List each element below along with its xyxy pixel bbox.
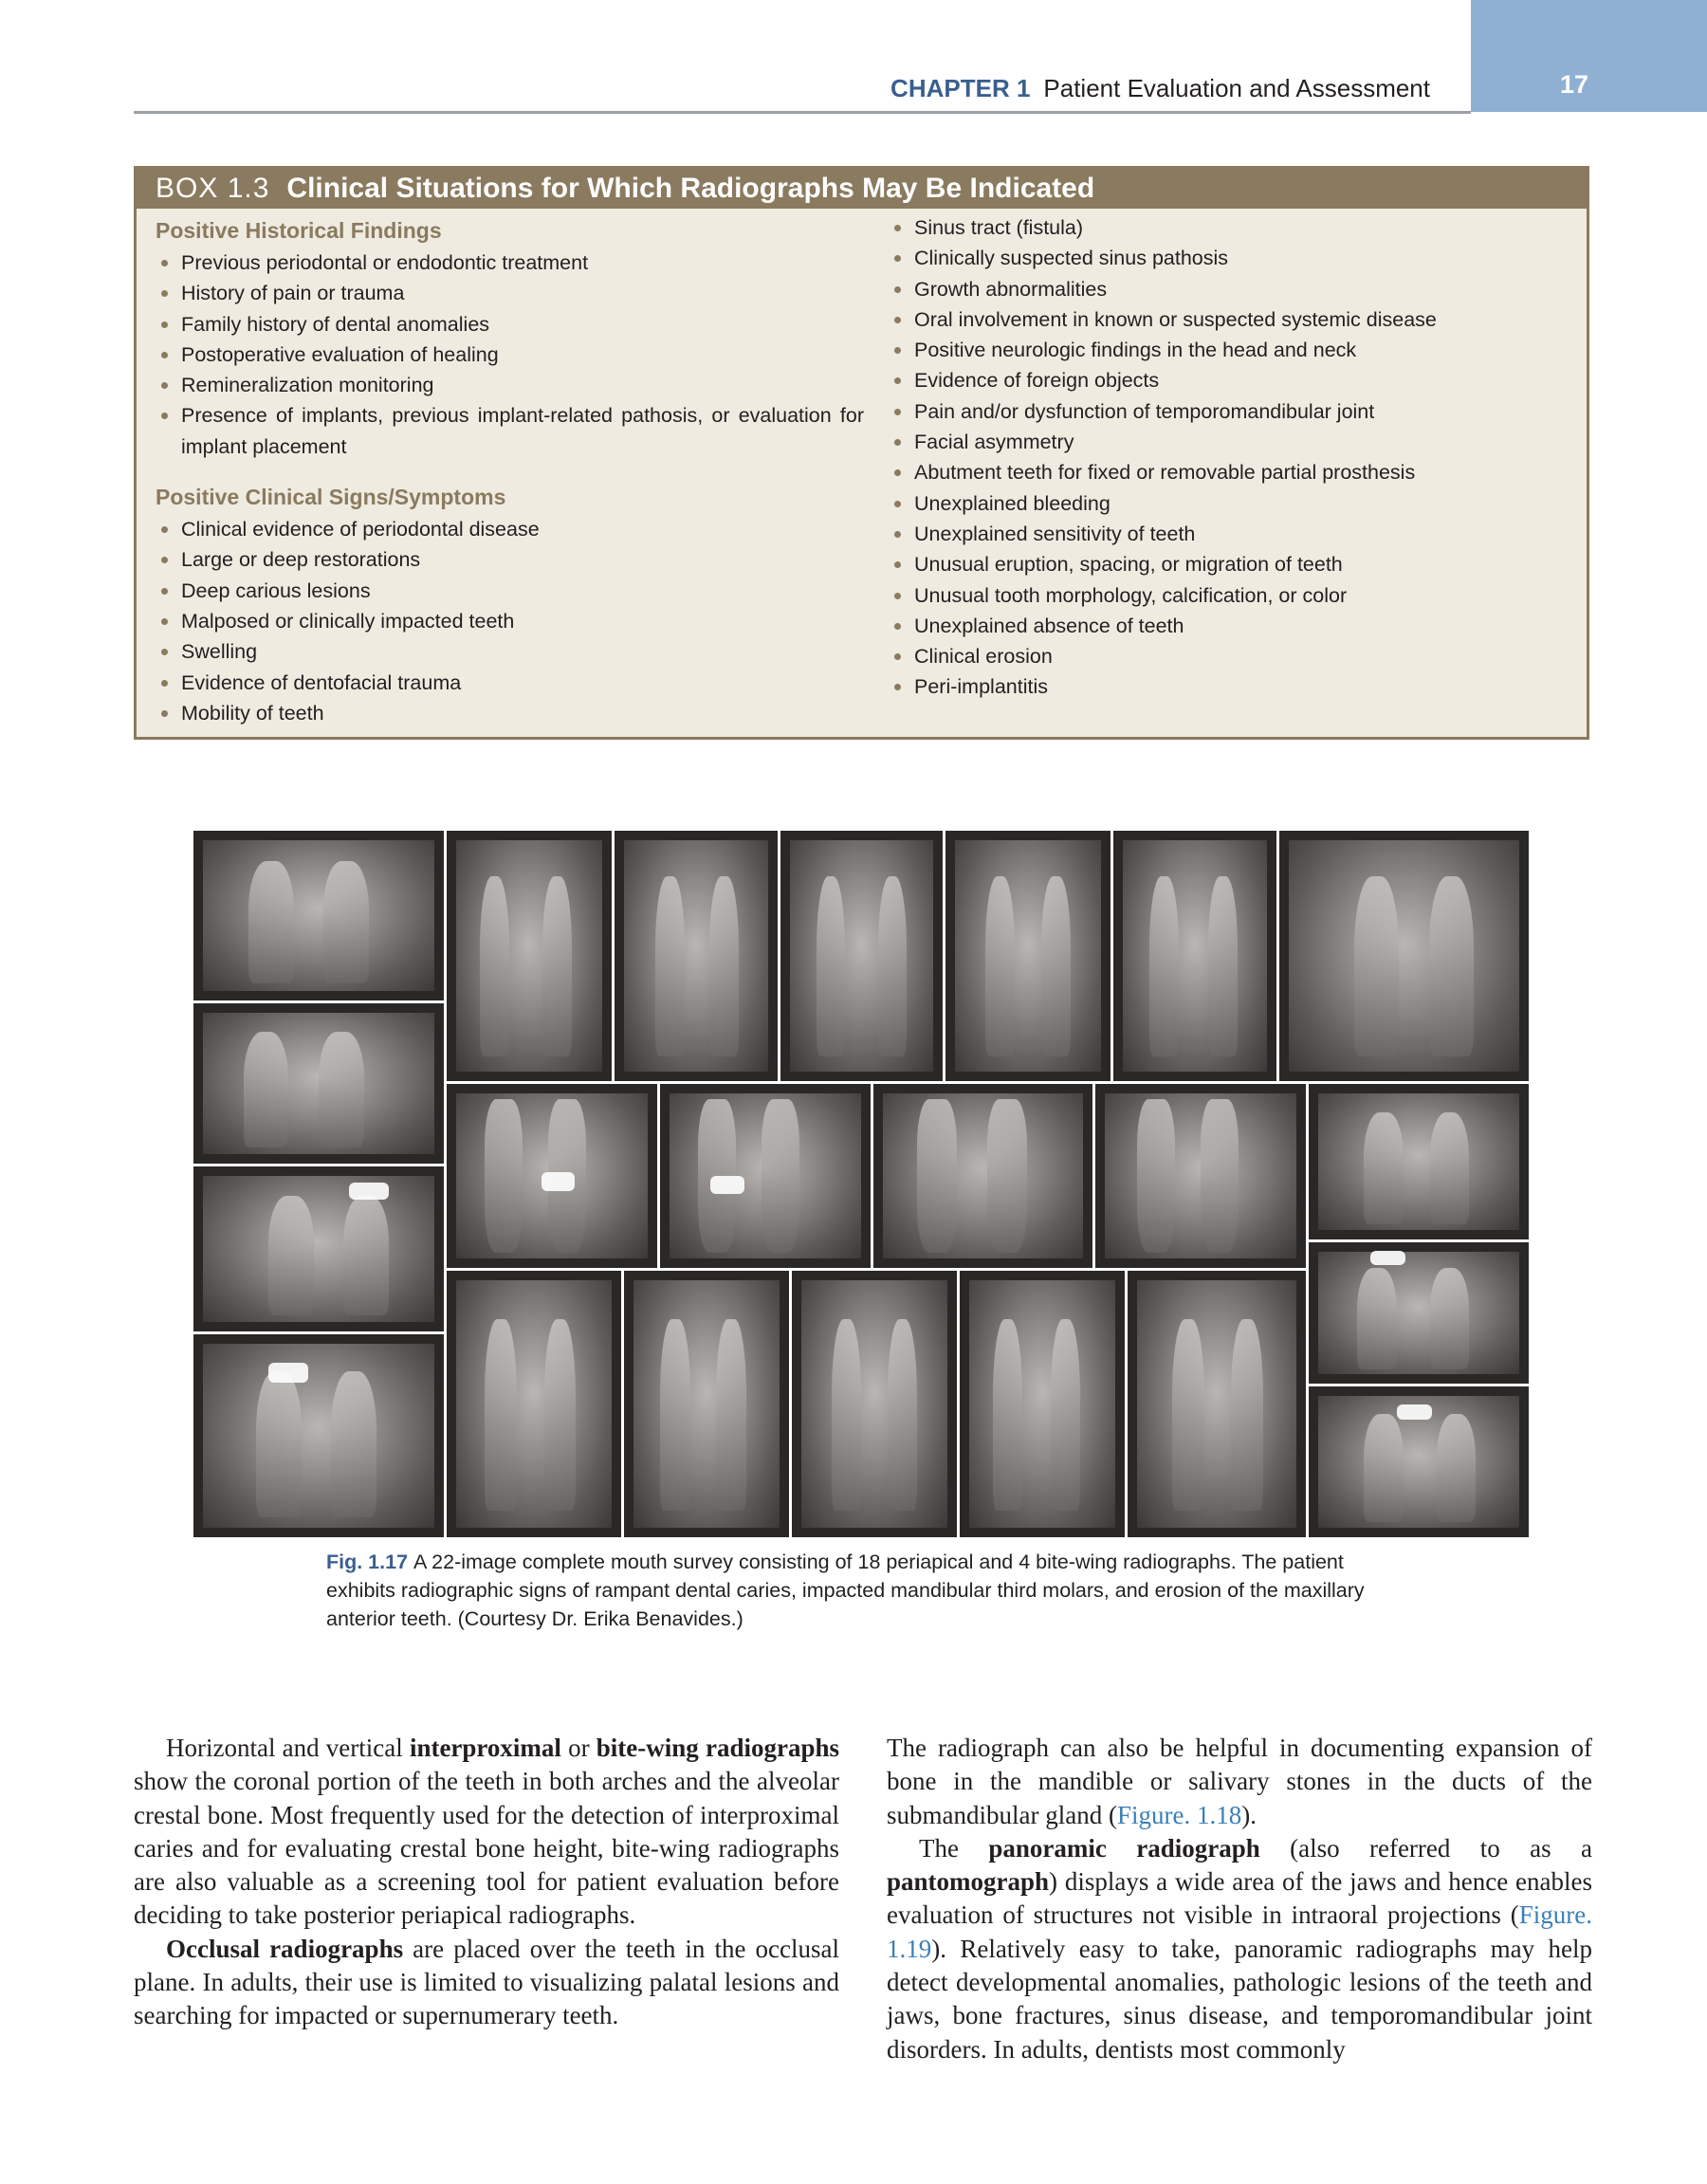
list-item: Previous periodontal or endodontic treatment xyxy=(156,248,971,278)
radiograph xyxy=(191,1000,447,1166)
radiograph xyxy=(1125,1268,1309,1540)
list-item: Positive neurologic findings in the head and neck xyxy=(889,335,1552,365)
paragraph xyxy=(887,1732,1592,1832)
body-left-column xyxy=(134,1732,839,2033)
chapter-title: Patient Evaluation and Assessment xyxy=(1043,74,1430,102)
text-run: The xyxy=(919,1833,989,1863)
list-item: Clinical evidence of periodontal disease xyxy=(156,514,973,544)
box-header xyxy=(137,169,1587,209)
historical-heading: Positive Historical Findings xyxy=(156,218,442,243)
list-item: Abutment teeth for fixed or removable partial prosthesis xyxy=(889,457,1552,487)
radiograph xyxy=(1110,828,1279,1084)
list-item: Swelling xyxy=(156,636,973,667)
right-list xyxy=(889,212,1552,703)
list-item: Pain and/or dysfunction of temporomandibular joint xyxy=(889,396,1552,427)
radiograph xyxy=(444,1268,624,1540)
figure-label: Fig. 1.17 xyxy=(326,1551,409,1573)
list-item: Postoperative evaluation of healing xyxy=(156,340,971,370)
term: interproximal xyxy=(409,1734,561,1762)
term: pantomograph xyxy=(887,1867,1050,1897)
paragraph xyxy=(134,1933,839,2033)
term: bite-wing radiographs xyxy=(596,1734,839,1762)
box-label: BOX 1.3 xyxy=(156,173,270,204)
list-item: Evidence of foreign objects xyxy=(889,365,1552,395)
text-run: ) displays a wide area of the jaws and hence enables evaluation of structures not visible in intraoral projections ( xyxy=(887,1867,1592,1930)
text-run: are placed over the teeth in the occlusal plane. In adults, their use is limited to visualizing palatal lesions and searching for impacted or supernumerary teeth. xyxy=(134,1934,839,2030)
list-item: Family history of dental anomalies xyxy=(156,309,971,340)
text-run: The radiograph can also be helpful in documenting expansion of bone in the mandible or salivary stones in the ducts of the submandibular gland ( xyxy=(887,1734,1592,1829)
radiograph xyxy=(1306,1081,1532,1242)
list-item: History of pain or trauma xyxy=(156,278,971,308)
radiograph-survey-figure xyxy=(191,828,1532,1540)
radiograph xyxy=(1306,1239,1532,1386)
term: Occlusal radiographs xyxy=(166,1934,404,1963)
text-run: ). xyxy=(1241,1800,1257,1829)
list-item: Deep carious lesions xyxy=(156,576,973,606)
list-item: Unusual eruption, spacing, or migration of teeth xyxy=(889,549,1552,579)
list-item: Unexplained absence of teeth xyxy=(889,611,1552,641)
text-run: ). Relatively easy to take, panoramic radiographs may help detect developmental anomalies, pathologic lesions of the teeth and jaws, bone fractures, sinus disease, and temporomandibular joint disorders. In adults, dentists most commonly xyxy=(887,1934,1592,2064)
text-run: show the coronal portion of the teeth in both arches and the alveolar crestal bone. Most frequently used for the detection of interproximal caries and for evaluating crestal bone height, bite-wing radiographs are also valuable as a screening tool for patient evaluation before deciding to take posterior periapical radiographs. xyxy=(134,1767,839,1930)
paragraph xyxy=(134,1732,839,1933)
list-item: Clinically suspected sinus pathosis xyxy=(889,243,1552,273)
bite-wing-radiograph xyxy=(871,1081,1095,1271)
list-item: Unusual tooth morphology, calcification, or color xyxy=(889,580,1552,611)
list-item: Peri-implantitis xyxy=(889,671,1552,702)
list-item: Malposed or clinically impacted teeth xyxy=(156,606,973,636)
box-right-column xyxy=(889,212,1552,703)
list-item: Unexplained sensitivity of teeth xyxy=(889,519,1552,549)
list-item: Unexplained bleeding xyxy=(889,488,1552,519)
clinical-heading: Positive Clinical Signs/Symptoms xyxy=(156,485,506,510)
figure-link[interactable]: Figure. 1.19 xyxy=(887,1900,1592,1963)
list-item: Mobility of teeth xyxy=(156,698,973,728)
radiograph xyxy=(789,1268,960,1540)
radiograph xyxy=(1306,1384,1532,1540)
running-header xyxy=(890,74,1430,103)
historical-list xyxy=(156,248,971,462)
header-rule xyxy=(134,111,1471,114)
term: panoramic radiograph xyxy=(988,1833,1260,1863)
list-item: Clinical erosion xyxy=(889,641,1552,671)
page-number: 17 xyxy=(1559,70,1589,99)
text-run: Horizontal and vertical xyxy=(166,1734,410,1762)
radiograph xyxy=(943,828,1113,1084)
list-item: Oral involvement in known or suspected systemic disease xyxy=(889,304,1552,335)
list-item: Evidence of dentofacial trauma xyxy=(156,668,973,698)
list-item: Facial asymmetry xyxy=(889,427,1552,457)
clinical-list xyxy=(156,514,973,728)
box-left-column xyxy=(156,216,973,728)
box-title: Clinical Situations for Which Radiographs May Be Indicated xyxy=(286,173,1095,204)
figure-link[interactable]: Figure. 1.18 xyxy=(1116,1800,1242,1829)
text-run: or xyxy=(560,1734,597,1762)
figure-caption xyxy=(326,1548,1417,1633)
radiograph xyxy=(191,1164,447,1334)
list-item: Growth abnormalities xyxy=(889,274,1552,304)
radiograph xyxy=(957,1268,1128,1540)
radiograph xyxy=(191,828,447,1003)
figure-caption-text: A 22-image complete mouth survey consisting of 18 periapical and 4 bite-wing radiographs. The patient exhibits radiographic signs of rampant dental caries, impacted mandibular third molars, and erosion of the maxillary anterior teeth. (Courtesy Dr. Erika Benavides.) xyxy=(326,1551,1365,1630)
box-1-3 xyxy=(134,166,1589,740)
bite-wing-radiograph xyxy=(444,1081,660,1271)
radiograph xyxy=(444,828,615,1084)
list-item: Sinus tract (fistula) xyxy=(889,212,1552,243)
bite-wing-radiograph xyxy=(657,1081,873,1271)
radiograph xyxy=(1276,828,1532,1084)
bite-wing-radiograph xyxy=(1092,1081,1309,1271)
list-item: Presence of implants, previous implant-related pathosis, or evaluation for implant placement xyxy=(156,400,864,462)
chapter-label: CHAPTER 1 xyxy=(890,74,1031,102)
radiograph xyxy=(778,828,945,1084)
paragraph xyxy=(887,1832,1592,2066)
list-item: Remineralization monitoring xyxy=(156,370,971,400)
radiograph xyxy=(612,828,780,1084)
radiograph xyxy=(621,1268,792,1540)
body-right-column xyxy=(887,1732,1592,2066)
radiograph xyxy=(191,1331,447,1540)
text-run: (also referred to as a xyxy=(1259,1833,1592,1863)
list-item: Large or deep restorations xyxy=(156,544,973,575)
